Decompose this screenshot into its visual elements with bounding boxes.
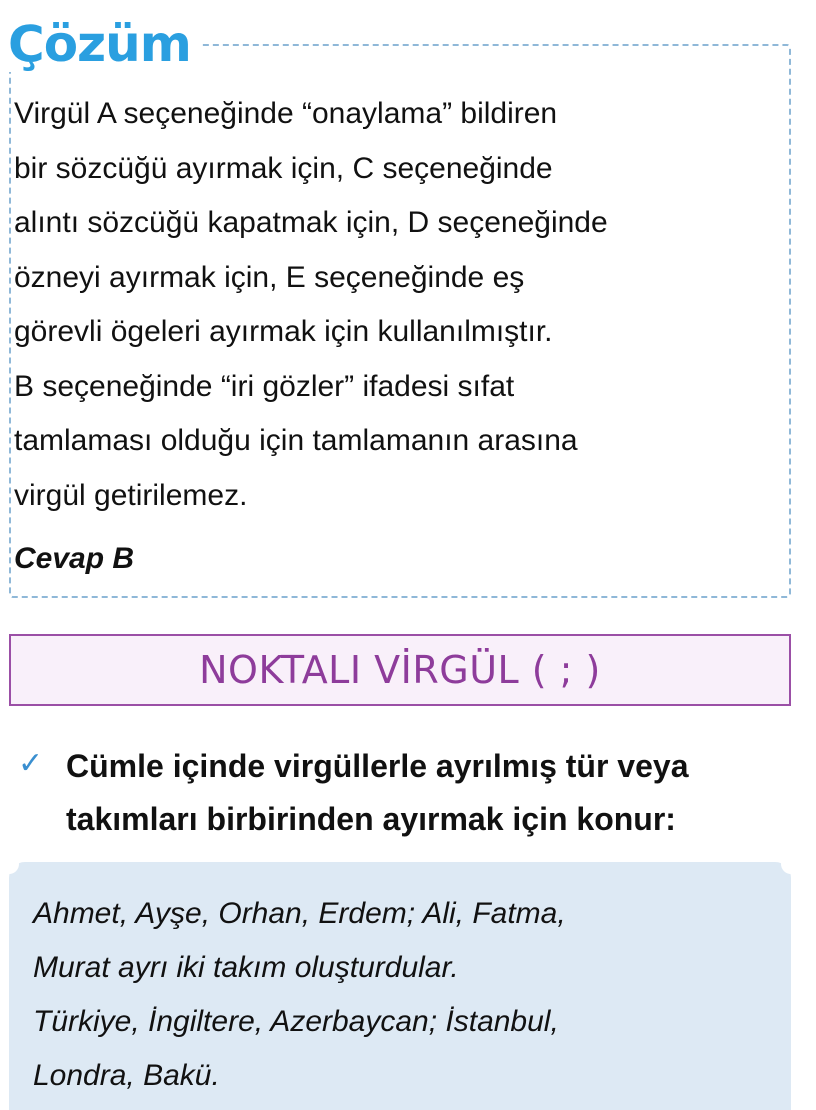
example-text [33, 887, 773, 1103]
example-line: Londra, Bakü. [33, 1059, 220, 1092]
solution-line: alıntı sözcüğü kapatmak için, D seçeneğinde [14, 206, 608, 239]
rule-line: takımları birbirinden ayırmak için konur: [66, 801, 676, 837]
solution-line: B seçeneğinde “iri gözler” ifadesi sıfat [14, 369, 515, 403]
answer-label: Cevap B [14, 542, 135, 575]
solution-line: Virgül A seçeneğinde “onaylama” bildiren [14, 97, 558, 130]
example-line: Ahmet, Ayşe, Orhan, Erdem; Ali, Fatma, [33, 897, 566, 930]
example-box [9, 862, 791, 1110]
solution-line: özneyi ayırmak için, E seçeneğinde eş [14, 260, 525, 294]
section-header [9, 634, 791, 706]
example-line: Murat ayrı iki takım oluşturdular. [33, 951, 459, 984]
solution-line: tamlaması olduğu için tamlamanın arasına [14, 424, 578, 457]
solution-line: virgül getirilemez. [14, 478, 248, 512]
solution-body [14, 87, 784, 523]
solution-title: Çözüm [6, 16, 199, 72]
solution-line: bir sözcüğü ayırmak için, C seçeneğinde [14, 151, 553, 185]
example-line: Türkiye, İngiltere, Azerbaycan; İstanbul, [33, 1005, 559, 1038]
solution-line: görevli ögeleri ayırmak için kullanılmıştır. [14, 315, 553, 348]
checkmark-icon: ✓ [18, 747, 44, 780]
rule-line: Cümle içinde virgüllerle ayrılmış tür veya [66, 748, 689, 784]
example-box-notch [0, 854, 19, 874]
example-box-notch [781, 854, 801, 874]
section-title: NOKTALI VİRGÜL ( ; ) [199, 648, 601, 692]
rule-text [66, 740, 796, 846]
